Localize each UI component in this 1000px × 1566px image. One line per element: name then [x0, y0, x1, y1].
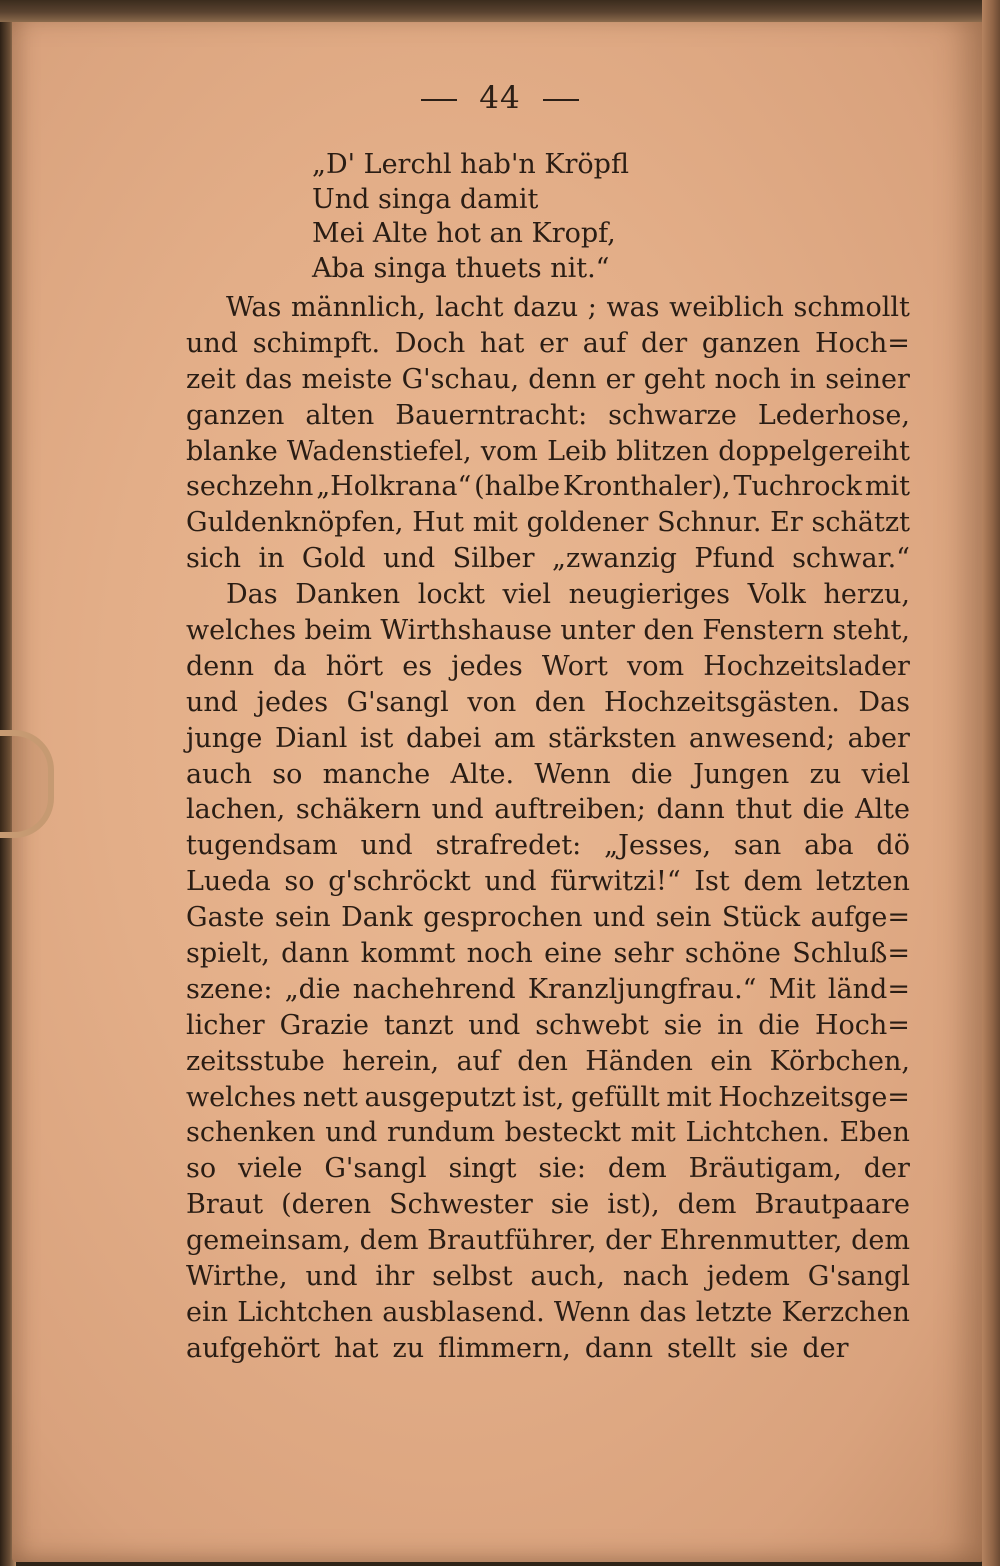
- prose-line: [186, 1295, 910, 1331]
- prose-word: san: [733, 830, 782, 862]
- prose-word: Körbchen,: [769, 1045, 910, 1077]
- prose-word: und: [431, 794, 484, 826]
- prose-word: dem: [851, 1225, 910, 1257]
- prose-word: so: [284, 866, 315, 898]
- prose-word: dann: [656, 794, 725, 826]
- prose-word: g'schröckt: [328, 866, 471, 898]
- prose-line: [186, 1151, 910, 1187]
- prose-word: blanke: [186, 435, 278, 467]
- prose-word: Kerzchen: [781, 1296, 910, 1328]
- prose-word: sie:: [538, 1153, 586, 1185]
- prose-word: Alte: [855, 794, 910, 826]
- prose-word: er: [539, 327, 568, 359]
- prose-word: ihr: [375, 1261, 415, 1293]
- prose-word: er: [605, 363, 635, 395]
- prose-word: der: [640, 327, 688, 359]
- prose-word: flimmern,: [438, 1332, 571, 1364]
- prose-line: [186, 577, 910, 613]
- prose-word: auch: [186, 758, 252, 790]
- prose-word: geht: [643, 363, 706, 395]
- prose-word: ist),: [607, 1189, 660, 1221]
- prose-word: da: [273, 650, 307, 682]
- prose-word: zeitsstube: [186, 1045, 325, 1077]
- prose-word: Brautführer,: [427, 1225, 597, 1257]
- prose-word: sie: [749, 1332, 789, 1364]
- prose-word: Danken: [295, 579, 401, 611]
- prose-word: noch: [714, 363, 781, 395]
- prose-word: in: [717, 1009, 744, 1041]
- prose-word: Hut: [412, 507, 465, 539]
- prose-line: [186, 398, 910, 434]
- prose-word: und: [484, 866, 537, 898]
- book-clasp: [0, 730, 54, 838]
- verse-line: „D' Lerchl hab'n Kröpfl: [312, 149, 629, 180]
- prose-word: Stück: [721, 902, 801, 934]
- prose-line: [186, 434, 910, 470]
- prose-word: Er: [770, 507, 803, 539]
- page-number-dash-left: [421, 99, 457, 101]
- prose-word: welches: [186, 1081, 297, 1113]
- prose-word: thut: [735, 794, 792, 826]
- prose-word: letzte: [695, 1296, 773, 1328]
- prose-word: dem: [677, 1189, 737, 1221]
- prose-word: noch: [466, 938, 533, 970]
- prose-word: die: [630, 758, 673, 790]
- prose-word: (deren: [281, 1189, 372, 1221]
- prose-word: mit: [472, 507, 518, 539]
- prose-word: dem: [607, 1153, 667, 1185]
- prose-word: „zwanzig: [551, 543, 677, 575]
- prose-word: anwesend;: [688, 722, 836, 754]
- prose-word: Wirthe,: [186, 1261, 288, 1293]
- prose-word: Hochzeitsgästen.: [603, 686, 840, 718]
- prose-word: G'schau,: [401, 363, 520, 395]
- prose-word: Lichtchen.: [685, 1117, 830, 1149]
- prose-word: lacht: [435, 292, 504, 323]
- book-binding-top: [0, 0, 1000, 22]
- prose-word: vom: [626, 650, 685, 682]
- prose-word: manche: [322, 758, 431, 790]
- prose-word: meiste: [301, 363, 393, 395]
- prose-word: den: [517, 1045, 568, 1077]
- verse-line: Mei Alte hot an Kropf,: [312, 218, 616, 249]
- prose-word: der: [605, 1225, 652, 1257]
- prose-word: länd=: [827, 973, 910, 1005]
- prose-word: viel: [502, 579, 552, 611]
- page-number-value: 44: [479, 80, 521, 116]
- prose-word: dö: [876, 830, 910, 862]
- prose-word: ;: [587, 292, 597, 323]
- prose-word: zu: [392, 1332, 425, 1364]
- prose-word: und: [305, 1261, 358, 1293]
- prose-word: Braut: [186, 1189, 264, 1221]
- prose-word: und: [360, 830, 413, 862]
- prose-word: spielt,: [186, 938, 270, 970]
- prose-word: seiner: [825, 363, 910, 395]
- prose-word: aufgehört: [186, 1332, 321, 1364]
- prose-word: und: [325, 1117, 378, 1149]
- prose-word: mit: [864, 471, 910, 503]
- prose-word: ein: [186, 1296, 229, 1328]
- prose-word: zu: [809, 758, 842, 790]
- prose-word: auf: [582, 327, 627, 359]
- prose-word: die: [802, 794, 845, 826]
- prose-word: zeit: [186, 363, 236, 395]
- prose-word: ist,: [522, 1081, 565, 1113]
- prose-word: rundum: [386, 1117, 495, 1149]
- prose-word: Lichtchen: [237, 1296, 374, 1328]
- prose-word: Wenn: [553, 1296, 631, 1328]
- prose-word: aba: [804, 830, 854, 862]
- prose-line: [186, 469, 910, 505]
- prose-line: [186, 792, 910, 828]
- prose-word: in: [258, 543, 285, 575]
- prose-word: lockt: [417, 579, 485, 611]
- prose-word: „Holkrana“: [316, 471, 472, 503]
- prose-word: licher: [186, 1009, 265, 1041]
- prose-line: [186, 613, 910, 649]
- verse-line: Aba singa thuets nit.“: [312, 252, 610, 284]
- page-number: [0, 80, 1000, 116]
- prose-word: sein: [655, 902, 712, 934]
- prose-word: denn: [528, 363, 597, 395]
- prose-line: [186, 757, 910, 793]
- prose-word: kommt: [360, 938, 456, 970]
- prose-word: singt: [448, 1153, 517, 1185]
- prose-word: schimpft.: [252, 327, 381, 359]
- prose-word: lachen,: [186, 794, 286, 826]
- prose-word: weiblich: [669, 292, 784, 323]
- prose-word: dann: [281, 938, 350, 970]
- prose-word: gemeinsam,: [186, 1225, 352, 1257]
- prose-line: [186, 936, 910, 972]
- prose-word: welches: [186, 615, 297, 647]
- page-edge: [982, 0, 1000, 1566]
- prose-word: Lueda: [186, 866, 271, 898]
- prose-word: Pfund: [694, 543, 775, 575]
- prose-word: Ist: [694, 866, 730, 898]
- prose-word: Grazie: [279, 1009, 370, 1041]
- prose-word: ausblasend.: [382, 1296, 545, 1328]
- prose-word: Silber: [452, 543, 535, 575]
- prose-line: [186, 1115, 910, 1151]
- prose-word: ganzen: [186, 399, 285, 431]
- prose-word: und: [468, 1009, 521, 1041]
- prose-word: sie: [663, 1009, 703, 1041]
- prose-word: Dank: [341, 902, 413, 934]
- prose-word: viele: [238, 1153, 303, 1185]
- prose-word: Schwester: [389, 1189, 533, 1221]
- prose-line: [186, 1008, 910, 1044]
- prose-word: herein,: [342, 1045, 440, 1077]
- prose-word: gesprochen: [423, 902, 583, 934]
- prose-word: neugieriges: [568, 579, 730, 611]
- prose-word: (halbe: [474, 471, 561, 503]
- prose-word: Kranzljungfrau.“: [527, 973, 757, 1005]
- prose-word: jedem: [706, 1261, 790, 1293]
- prose-word: sehr: [613, 938, 674, 970]
- prose-word: besteckt: [504, 1117, 621, 1149]
- prose-line: [186, 1259, 910, 1295]
- prose-word: „die: [284, 973, 341, 1005]
- prose-line: [186, 505, 910, 541]
- prose-word: sein: [274, 902, 331, 934]
- prose-word: vom: [480, 435, 538, 467]
- prose-word: und: [593, 902, 646, 934]
- prose-word: Lederhose,: [757, 399, 910, 431]
- prose-word: Guldenknöpfen,: [186, 507, 404, 539]
- prose-word: stärksten: [548, 722, 677, 754]
- prose-word: Gaste: [186, 902, 265, 934]
- prose-line: [186, 864, 910, 900]
- prose-word: Händen: [585, 1045, 693, 1077]
- prose-line: [186, 972, 910, 1008]
- prose-line: [186, 326, 910, 362]
- prose-line: [186, 541, 910, 577]
- page-number-dash-right: [543, 99, 579, 101]
- prose-word: schwebt: [535, 1009, 649, 1041]
- prose-word: so: [186, 1153, 217, 1185]
- prose-word: am: [493, 722, 536, 754]
- prose-word: Schluß=: [792, 938, 910, 970]
- prose-word: Hochzeitslader: [703, 650, 910, 682]
- prose-word: hat: [480, 327, 525, 359]
- prose-word: Brautpaare: [754, 1189, 910, 1221]
- prose-word: Wort: [541, 650, 608, 682]
- prose-line: [186, 649, 910, 685]
- prose-word: herzu,: [823, 579, 910, 611]
- prose-word: alten: [305, 399, 375, 431]
- prose-word: Kronthaler),: [562, 471, 731, 503]
- prose-word: von: [467, 686, 517, 718]
- verse-block: [312, 148, 772, 286]
- prose-word: Das: [226, 579, 278, 611]
- prose-word: nachehrend: [352, 973, 516, 1005]
- prose-word: Das: [858, 686, 910, 718]
- prose-line: [186, 900, 910, 936]
- prose-word: dem: [359, 1225, 419, 1257]
- prose-word: schenken: [186, 1117, 316, 1149]
- prose-word: strafredet:: [435, 830, 582, 862]
- prose-word: Eben: [839, 1117, 910, 1149]
- prose-word: Jungen: [693, 758, 790, 790]
- prose-word: hört: [325, 650, 384, 682]
- prose-word: es: [402, 650, 433, 682]
- prose-line: [186, 1044, 910, 1080]
- prose-word: Dianl: [275, 722, 348, 754]
- prose-word: tanzt: [383, 1009, 454, 1041]
- prose-line: [186, 828, 910, 864]
- prose-line: [186, 290, 910, 326]
- prose-word: beim: [304, 615, 372, 647]
- prose-line: [186, 1080, 910, 1116]
- prose-word: aufge=: [810, 902, 910, 934]
- prose-word: doppelgereiht: [718, 435, 910, 467]
- prose-block: [186, 290, 910, 1367]
- prose-word: dabei: [405, 722, 482, 754]
- prose-word: nett: [302, 1081, 358, 1113]
- prose-word: das: [244, 363, 293, 395]
- prose-word: jedes: [256, 686, 329, 718]
- prose-word: fürwitzi!“: [550, 866, 681, 898]
- prose-word: auf: [456, 1045, 500, 1077]
- prose-word: dazu: [513, 292, 579, 323]
- prose-word: mit: [630, 1117, 676, 1149]
- prose-word: und: [186, 327, 239, 359]
- prose-word: Doch: [394, 327, 466, 359]
- prose-word: Fenstern: [702, 615, 825, 647]
- prose-word: Was: [226, 292, 282, 323]
- prose-word: Ehrenmutter,: [659, 1225, 843, 1257]
- prose-word: Tuchrock: [733, 471, 863, 503]
- prose-word: selbst: [432, 1261, 513, 1293]
- prose-word: Mit: [768, 973, 816, 1005]
- prose-word: und: [186, 686, 239, 718]
- prose-word: viel: [861, 758, 910, 790]
- prose-line: [186, 721, 910, 757]
- prose-word: sich: [186, 543, 242, 575]
- prose-line: [186, 362, 910, 398]
- prose-word: Leib: [547, 435, 607, 467]
- prose-word: stellt: [667, 1332, 736, 1364]
- prose-word: schmollt: [793, 292, 910, 323]
- prose-word: schäkern: [295, 794, 421, 826]
- prose-word: junge: [186, 722, 263, 754]
- prose-word: schätzt: [811, 507, 910, 539]
- prose-word: ein: [710, 1045, 753, 1077]
- prose-word: schwar.“: [792, 543, 910, 575]
- prose-line: [186, 685, 910, 721]
- prose-word: szene:: [186, 973, 273, 1005]
- prose-word: goldener: [526, 507, 649, 539]
- prose-word: Wadenstiefel,: [286, 435, 472, 467]
- prose-word: G'sangl: [324, 1153, 427, 1185]
- prose-word: G'sangl: [807, 1261, 910, 1293]
- prose-word: „Jesses,: [604, 830, 712, 862]
- prose-word: G'sangl: [346, 686, 449, 718]
- prose-word: Hochzeitsge=: [718, 1081, 910, 1113]
- prose-word: schöne: [684, 938, 781, 970]
- prose-word: so: [272, 758, 303, 790]
- prose-word: was: [606, 292, 660, 323]
- verse-line: Und singa damit: [312, 183, 539, 215]
- prose-word: hat: [334, 1332, 379, 1364]
- prose-word: in: [789, 363, 816, 395]
- prose-word: aber: [847, 722, 910, 754]
- prose-word: Volk: [747, 579, 806, 611]
- prose-word: die: [758, 1009, 801, 1041]
- prose-word: Wirthshause: [380, 615, 553, 647]
- prose-word: blitzen: [616, 435, 710, 467]
- prose-word: der: [802, 1332, 849, 1364]
- prose-line: [186, 1187, 910, 1223]
- prose-word: dann: [584, 1332, 654, 1364]
- prose-word: Schnur.: [657, 507, 762, 539]
- prose-word: ganzen: [701, 327, 801, 359]
- prose-line: [186, 1331, 910, 1367]
- prose-word: nach: [622, 1261, 689, 1293]
- prose-word: sie: [550, 1189, 590, 1221]
- prose-word: Hoch=: [814, 327, 910, 359]
- prose-word: denn: [186, 650, 255, 682]
- prose-word: unter: [560, 615, 635, 647]
- prose-word: den: [534, 686, 586, 718]
- prose-word: jedes: [451, 650, 523, 682]
- prose-word: ausgeputzt: [364, 1081, 516, 1113]
- prose-word: ist: [360, 722, 394, 754]
- prose-word: Wenn: [534, 758, 611, 790]
- prose-word: letzten: [816, 866, 910, 898]
- prose-word: dem: [743, 866, 803, 898]
- prose-line: [186, 1223, 910, 1259]
- prose-word: Alte.: [450, 758, 515, 790]
- prose-word: den: [643, 615, 694, 647]
- prose-word: der: [863, 1153, 910, 1185]
- prose-word: Gold: [301, 543, 366, 575]
- prose-word: steht,: [832, 615, 910, 647]
- prose-word: tugendsam: [186, 830, 338, 862]
- prose-word: männlich,: [290, 292, 426, 323]
- prose-word: schwarze: [608, 399, 737, 431]
- prose-word: Bauerntracht:: [395, 399, 588, 431]
- prose-word: Hoch=: [814, 1009, 910, 1041]
- prose-word: auftreiben;: [494, 794, 646, 826]
- prose-word: sechzehn: [186, 471, 314, 503]
- prose-word: eine: [544, 938, 603, 970]
- prose-word: auch,: [530, 1261, 605, 1293]
- prose-word: gefüllt: [570, 1081, 660, 1113]
- prose-word: das: [639, 1296, 687, 1328]
- prose-word: Bräutigam,: [688, 1153, 842, 1185]
- prose-word: und: [383, 543, 436, 575]
- prose-word: mit: [666, 1081, 712, 1113]
